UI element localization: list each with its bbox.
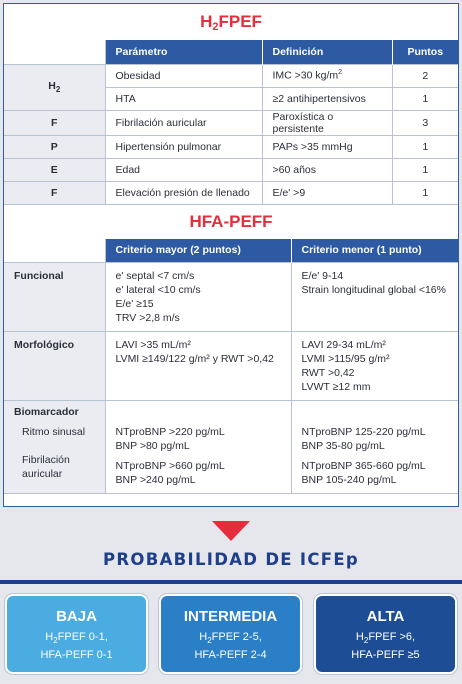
h2fpef-title-rest: FPEF bbox=[218, 12, 262, 31]
probability-box-baja bbox=[5, 594, 148, 674]
h2fpef-header-puntos: Puntos bbox=[392, 40, 458, 64]
criterion-text: e' septal <7 cm/s bbox=[115, 270, 195, 282]
table-row bbox=[4, 332, 458, 401]
box-text: H bbox=[355, 631, 364, 643]
minor-cell bbox=[291, 332, 458, 401]
box-text: H bbox=[45, 631, 54, 643]
hfapeff-header-blank bbox=[4, 239, 105, 263]
probability-title: PROBABILIDAD DE ICFEp bbox=[102, 550, 360, 569]
def-cell: ≥2 antihipertensivos bbox=[262, 87, 392, 110]
box-sub: 2 bbox=[363, 636, 369, 646]
param-cell: Fibrilación auricular bbox=[105, 110, 262, 135]
criterion-text: LVMI >115/95 g/m² bbox=[301, 353, 390, 365]
box-line-2: HFA-PEFF ≥5 bbox=[351, 649, 420, 662]
minor-cell bbox=[291, 263, 458, 332]
box-sub: 2 bbox=[53, 636, 58, 646]
def-cell: Paroxística o persistente bbox=[262, 110, 392, 135]
param-cell: Obesidad bbox=[105, 64, 262, 87]
box-title: BAJA bbox=[56, 608, 97, 625]
criterion-text: LAVI 29-34 mL/m² bbox=[301, 339, 386, 351]
criterion-text: RWT >0,42 bbox=[301, 367, 355, 379]
box-text: FPEF >6, bbox=[368, 631, 416, 643]
h2fpef-header-definicion: Definición bbox=[262, 40, 392, 64]
biomarcador-label: Biomarcador bbox=[14, 406, 79, 418]
param-cell: HTA bbox=[105, 87, 262, 110]
table-row bbox=[4, 135, 458, 158]
box-title: INTERMEDIA bbox=[183, 608, 278, 625]
row-label-h: H bbox=[48, 79, 56, 92]
box-line-1 bbox=[161, 630, 300, 648]
table-row bbox=[4, 158, 458, 181]
major-cell bbox=[105, 263, 291, 332]
row-label: F bbox=[4, 110, 105, 135]
row-label-funcional: Funcional bbox=[4, 263, 105, 332]
criterion-text: BNP >80 pg/mL bbox=[115, 440, 190, 452]
def-cell: PAPs >35 mmHg bbox=[262, 135, 392, 158]
h2fpef-title-sub: 2 bbox=[212, 21, 219, 33]
def-cell: >60 años bbox=[262, 158, 392, 181]
h2fpef-header-blank bbox=[4, 40, 105, 64]
hfapeff-title: HFA-PEFF bbox=[189, 211, 273, 231]
box-title: ALTA bbox=[366, 608, 405, 625]
def-sup: 2 bbox=[338, 69, 343, 77]
criteria-panel bbox=[3, 3, 459, 507]
criterion-text: e' lateral <10 cm/s bbox=[115, 284, 201, 296]
def-cell: E/e' >9 bbox=[262, 181, 392, 204]
box-text: FPEF 2-5, bbox=[211, 631, 262, 643]
row-label-biomarcador bbox=[4, 401, 105, 494]
points-cell: 2 bbox=[392, 64, 458, 87]
row-label-sub: 2 bbox=[55, 85, 61, 95]
box-line-2: HFA-PEFF 0-1 bbox=[40, 649, 113, 662]
criterion-text: NTproBNP 365-660 pg/mL bbox=[301, 460, 426, 472]
major-cell bbox=[105, 401, 291, 494]
down-arrow-icon bbox=[212, 521, 250, 541]
row-label: E bbox=[4, 158, 105, 181]
criterion-text: TRV >2,8 m/s bbox=[115, 312, 180, 324]
hfapeff-header-minor: Criterio menor (1 punto) bbox=[291, 239, 458, 263]
criterion-text: NTproBNP >660 pg/mL bbox=[115, 460, 225, 472]
points-cell: 1 bbox=[392, 87, 458, 110]
param-cell: Elevación presión de llenado bbox=[105, 181, 262, 204]
criterion-text: BNP >240 pg/mL bbox=[115, 474, 196, 486]
table-row bbox=[4, 263, 458, 332]
box-line-1 bbox=[7, 630, 146, 648]
criterion-text: E/e' ≥15 bbox=[115, 298, 154, 310]
criterion-text: LAVI >35 mL/m² bbox=[115, 339, 191, 351]
def-cell bbox=[262, 64, 392, 87]
hfapeff-table bbox=[4, 239, 458, 495]
hfapeff-header-major: Criterio mayor (2 puntos) bbox=[105, 239, 291, 263]
h2fpef-header-row bbox=[4, 40, 458, 64]
criterion-text: Strain longitudinal global <16% bbox=[301, 284, 446, 296]
def-text: IMC >30 kg/m bbox=[272, 69, 339, 82]
points-cell: 3 bbox=[392, 110, 458, 135]
criterion-text: NTproBNP >220 pg/mL bbox=[115, 426, 225, 438]
h2fpef-title bbox=[4, 4, 458, 40]
points-cell: 1 bbox=[392, 181, 458, 204]
box-line-2: HFA-PEFF 2-4 bbox=[194, 649, 267, 662]
param-cell: Hipertensión pulmonar bbox=[105, 135, 262, 158]
row-label: F bbox=[4, 181, 105, 204]
criterion-text: LVMI ≥149/122 g/m² y RWT >0,42 bbox=[115, 353, 274, 365]
box-text: H bbox=[199, 631, 208, 643]
row-label: P bbox=[4, 135, 105, 158]
criterion-text: BNP 35-80 pg/mL bbox=[301, 440, 385, 452]
h2fpef-header-parametro: Parámetro bbox=[105, 40, 262, 64]
table-row bbox=[4, 181, 458, 204]
probability-box-alta bbox=[314, 594, 457, 674]
hfapeff-header-row bbox=[4, 239, 458, 263]
criterion-text: NTproBNP 125-220 pg/mL bbox=[301, 426, 426, 438]
criterion-text: LVWT ≥12 mm bbox=[301, 381, 371, 393]
points-cell: 1 bbox=[392, 158, 458, 181]
probability-divider bbox=[0, 580, 462, 584]
criterion-text: BNP 105-240 pg/mL bbox=[301, 474, 397, 486]
points-cell: 1 bbox=[392, 135, 458, 158]
box-line-1 bbox=[316, 630, 455, 648]
auricular-label: auricular bbox=[22, 468, 63, 480]
major-cell bbox=[105, 332, 291, 401]
h2fpef-title-main: H bbox=[200, 12, 213, 31]
minor-cell bbox=[291, 401, 458, 494]
box-text: FPEF 0-1, bbox=[57, 631, 108, 643]
row-label-morfologico: Morfológico bbox=[4, 332, 105, 401]
criterion-text: E/e' 9-14 bbox=[301, 270, 344, 282]
param-cell: Edad bbox=[105, 158, 262, 181]
row-label-h2 bbox=[4, 64, 105, 110]
ritmo-sinusal-label: Ritmo sinusal bbox=[22, 426, 86, 438]
table-row bbox=[4, 64, 458, 87]
table-row bbox=[4, 401, 458, 494]
probability-boxes bbox=[0, 594, 462, 678]
h2fpef-table bbox=[4, 40, 458, 205]
table-row bbox=[4, 110, 458, 135]
box-sub: 2 bbox=[207, 636, 212, 646]
probability-box-intermedia bbox=[159, 594, 302, 674]
fibrilacion-label: Fibrilación bbox=[22, 454, 70, 466]
